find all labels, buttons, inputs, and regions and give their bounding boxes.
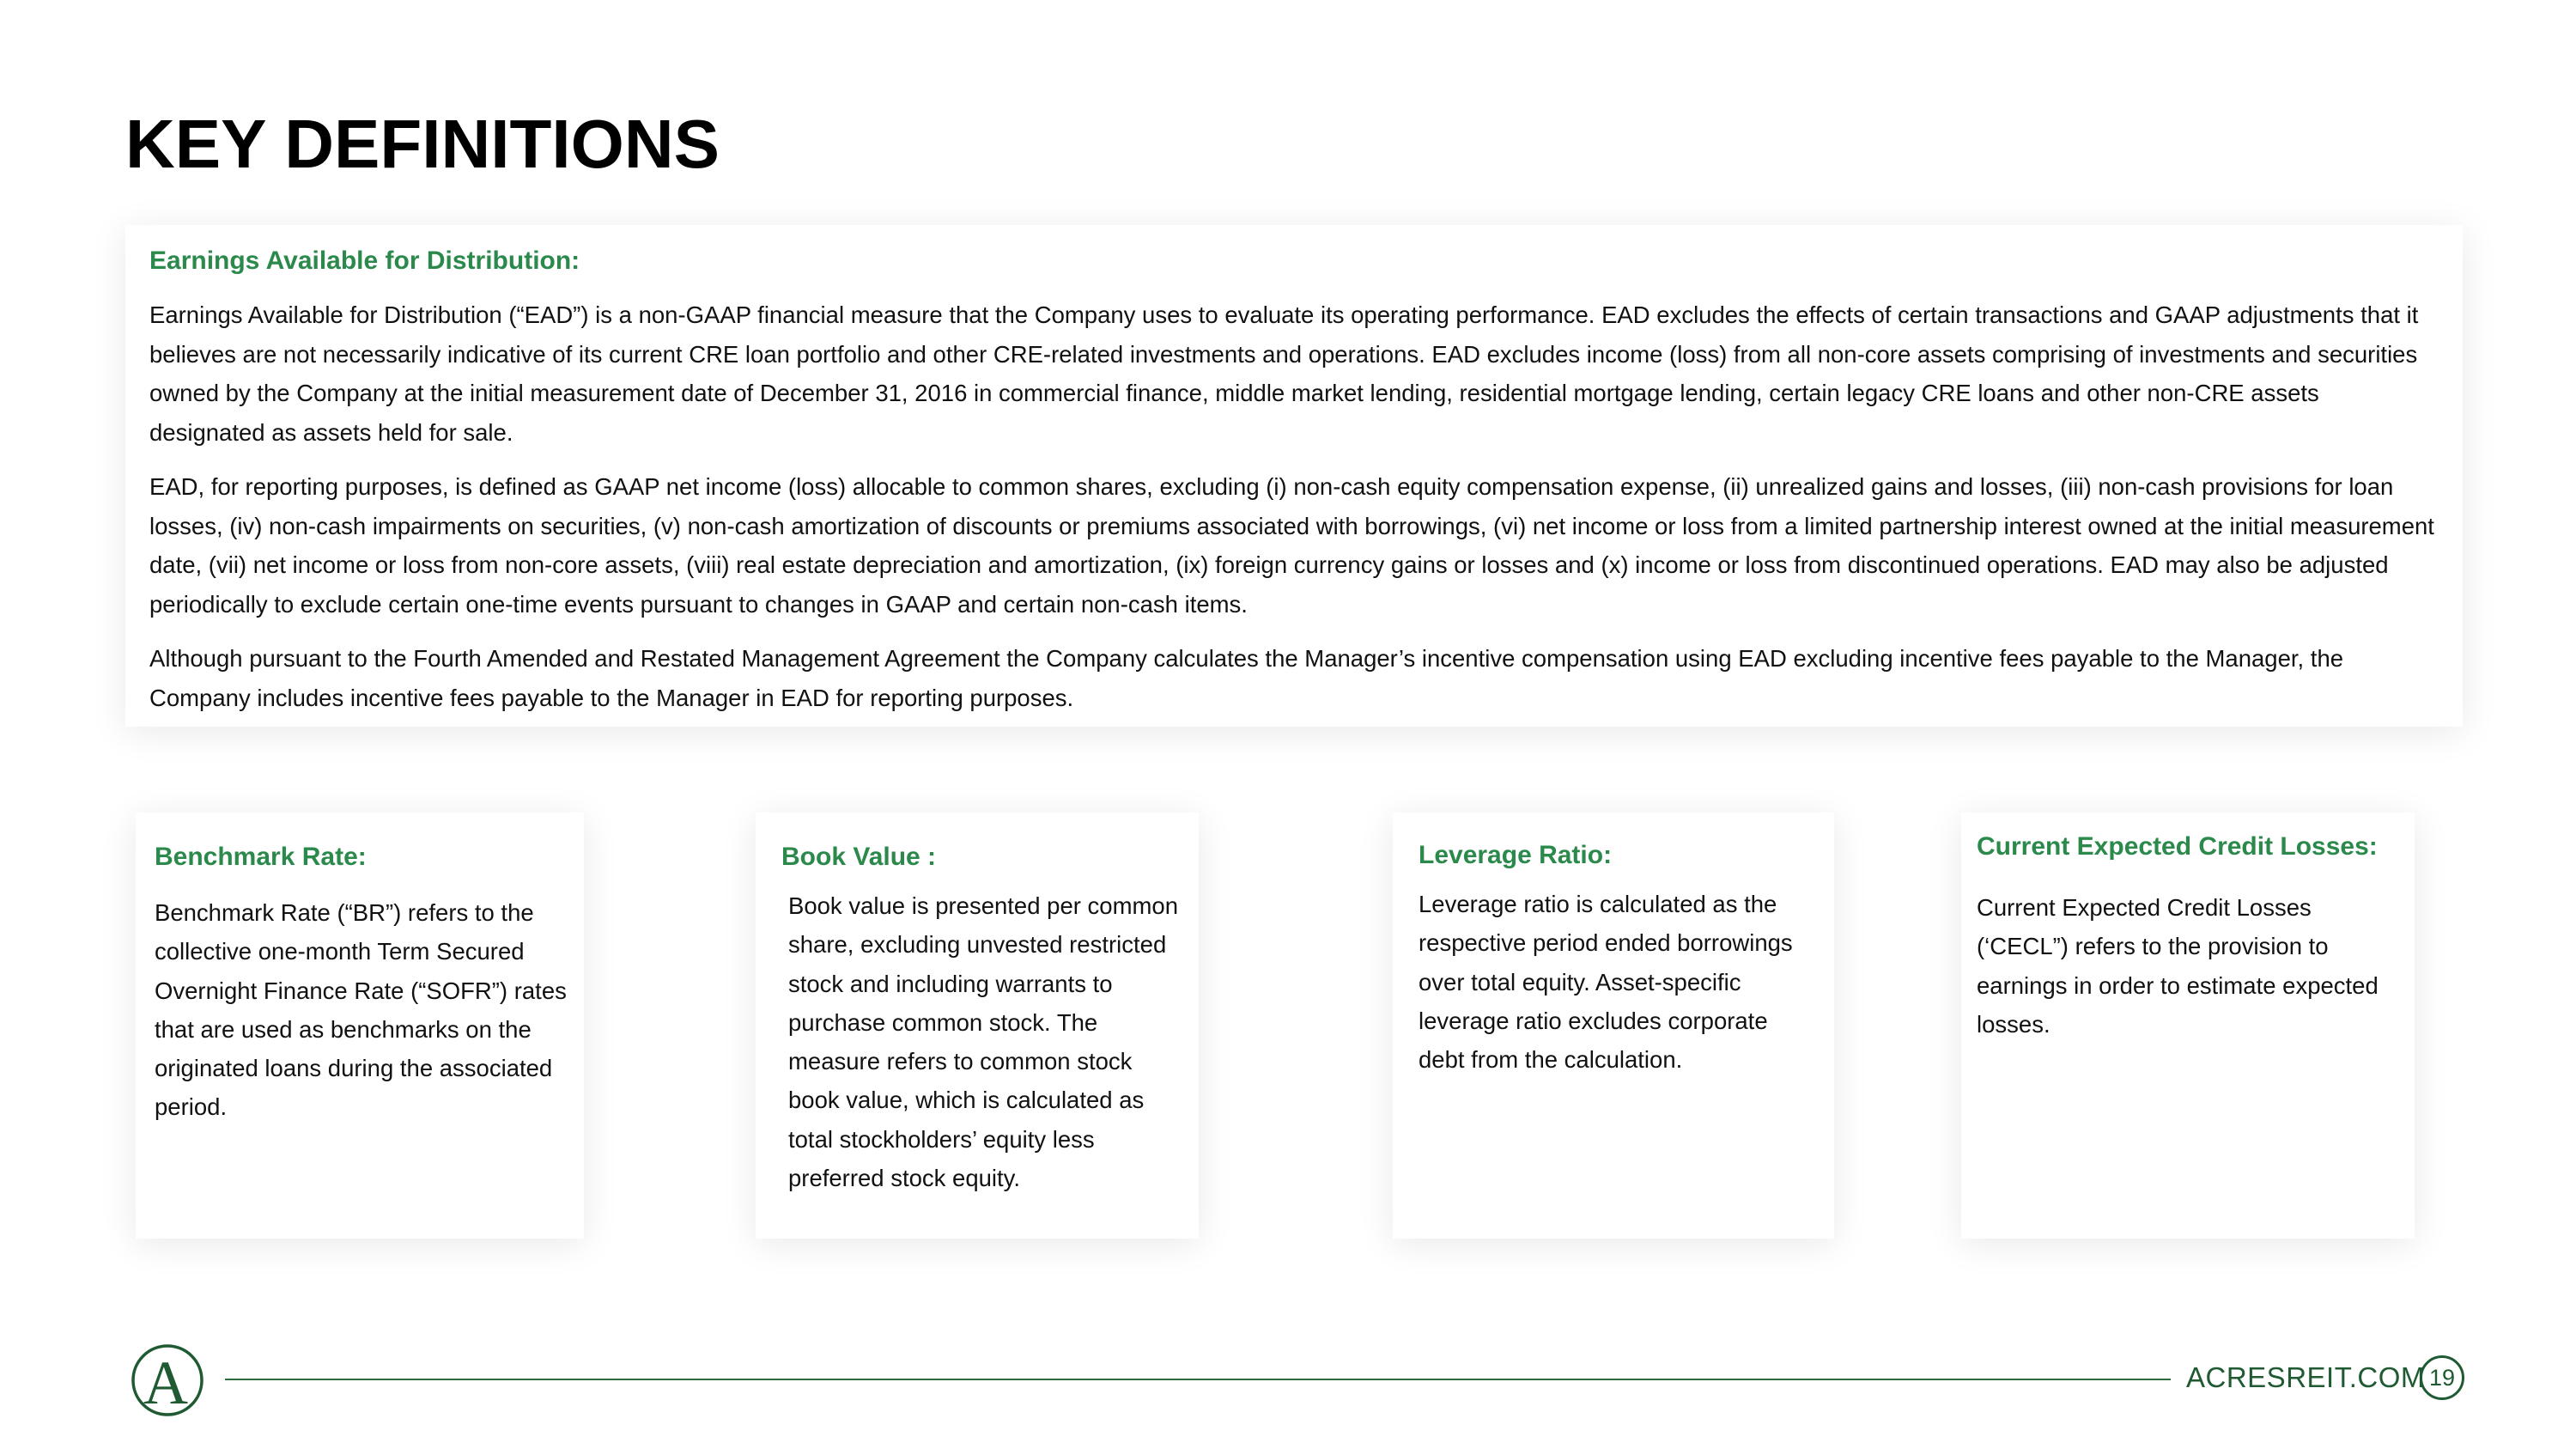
card-body: Current Expected Credit Losses (‘CECL”) refers to the provision to earnings in order to estimate expected losses.: [1977, 894, 2379, 1038]
card-body: Benchmark Rate (“BR”) refers to the collective one-month Term Secured Overnight Finance Rate (“SOFR”) rates that are used as benchmarks on the originated loans during the associated period.: [155, 899, 567, 1121]
ead-paragraph: EAD, for reporting purposes, is defined as GAAP net income (loss) allocable to common shares, excluding (i) non-cash equity compensation expense, (ii) unrealized gains and losses, (iii) non-cash provisions for loan losses, (iv) non-cash impairments on securities, (v) non-cash amortization of discounts or premiums associated with borrowings, (vi) net income or loss from a limited partnership interest owned at the initial measurement date, (vii) net income or loss from non-core assets, (viii) real estate depreciation and amortization, (ix) foreign currency gains or losses and (x) income or loss from discontinued operations. EAD may also be adjusted periodically to exclude certain one-time events pursuant to changes in GAAP and certain non-cash items.: [149, 473, 2434, 618]
card-heading: Book Value :: [781, 843, 937, 871]
card-heading: Benchmark Rate:: [155, 843, 367, 871]
ead-paragraph: Earnings Available for Distribution (“EAD”) is a non-GAAP financial measure that the Company uses to evaluate its operating performance. EAD excludes the effects of certain transactions and GAAP adjustments that it believes are not necessarily indicative of its current CRE loan portfolio and other CRE-related investments and operations. EAD excludes income (loss) from all non-core assets comprising of investments and securities owned by the Company at the initial measurement date of December 31, 2016 in commercial finance, middle market lending, residential mortgage lending, certain legacy CRE loans and other non-CRE assets designated as assets held for sale.: [149, 301, 2419, 446]
card-heading: Leverage Ratio:: [1419, 841, 1613, 869]
ead-heading: Earnings Available for Distribution:: [149, 247, 580, 275]
benchmark-rate-card: [136, 813, 584, 1239]
card-body: Book value is presented per common share, excluding unvested restricted stock and including warrants to purchase common stock. The measure refers to common stock book value, which is calculated as total stockholders’ equity less preferred stock equity.: [788, 892, 1178, 1192]
page-title: KEY DEFINITIONS: [125, 106, 720, 182]
acres-logo: [125, 1340, 206, 1421]
card-heading: Current Expected Credit Losses:: [1977, 832, 2378, 861]
card-body: Leverage ratio is calculated as the respective period ended borrowings over total equity. Asset-specific leverage ratio excludes corporate debt from the calculation.: [1419, 891, 1793, 1074]
book-value-card: [756, 813, 1199, 1239]
logo-letter: A: [143, 1349, 188, 1417]
ead-paragraph: Although pursuant to the Fourth Amended and Restated Management Agreement the Company calculates the Manager’s incentive compensation using EAD excluding incentive fees payable to the Manager, the Company includes incentive fees payable to the Manager in EAD for reporting purposes.: [149, 645, 2344, 711]
cecl-card: [1961, 813, 2415, 1239]
page-number: 19: [2420, 1355, 2464, 1400]
footer-divider: [225, 1379, 2171, 1380]
ead-definition-card: [125, 225, 2463, 727]
footer-website: ACRESREIT.COM: [2186, 1361, 2425, 1393]
leverage-ratio-card: [1393, 813, 1834, 1239]
